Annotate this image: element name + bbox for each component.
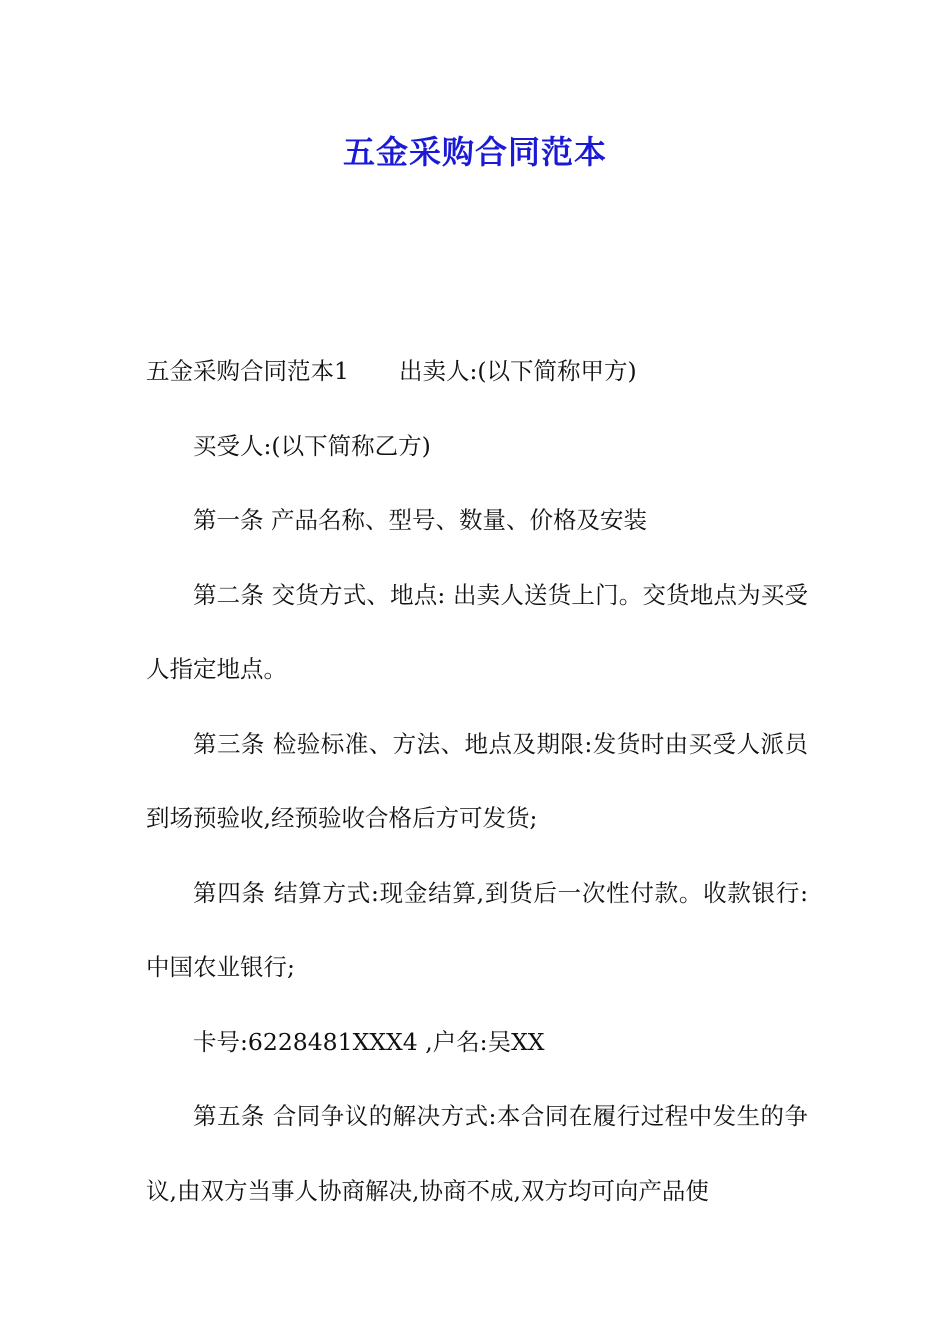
seller-line: 出卖人:(以下简称甲方) <box>398 357 637 385</box>
contract-subtitle: 五金采购合同范本1 <box>146 357 349 385</box>
paragraph-contract-heading <box>146 334 808 409</box>
paragraph-card-number: 卡号:6228481XXX4 ,户名:吴XX <box>193 1027 545 1056</box>
paragraph-article-1: 第一条 产品名称、型号、数量、价格及安装 <box>193 506 647 534</box>
paragraph-article-4: 第四条 结算方式:现金结算,到货后一次性付款。收款银行:中国农业银行; <box>146 878 808 981</box>
document-body <box>146 334 808 1228</box>
paragraph-article-3: 第三条 检验标准、方法、地点及期限:发货时由买受人派员到场预验收,经预验收合格后方可发货; <box>146 729 808 832</box>
document-title: 五金采购合同范本 <box>342 133 607 171</box>
paragraph-buyer: 买受人:(以下简称乙方) <box>193 431 431 460</box>
paragraph-article-2: 第二条 交货方式、地点: 出卖人送货上门。交货地点为买受人指定地点。 <box>146 580 808 683</box>
paragraph-article-5: 第五条 合同争议的解决方式:本合同在履行过程中发生的争议,由双方当事人协商解决,协商不成,双方均可向产品使 <box>146 1102 808 1205</box>
